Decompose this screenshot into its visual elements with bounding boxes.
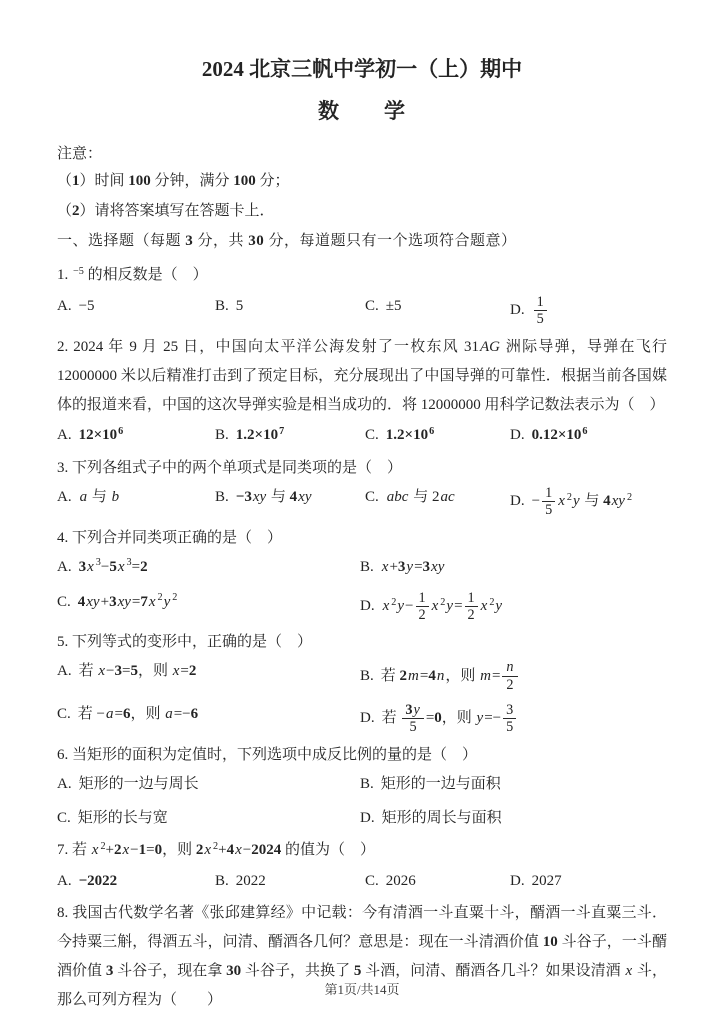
question-7 [57, 836, 667, 894]
option-5-a: A. 若 x−3=5，则 x=2 [57, 663, 197, 680]
exam-title: 2024 北京三帆中学初一（上）期中 [201, 57, 523, 81]
option-1-d: D. $\frac{1}{5}$ [510, 294, 667, 328]
question-4-options [57, 555, 667, 624]
question-5-stem: 5. 下列等式的变形中，正确的是（ ） [57, 634, 313, 651]
question-6-stem: 6. 当矩形的面积为定值时，下列选项中成反比例的量的是（ ） [57, 746, 478, 763]
question-8-stem: 8. 我国古代数学名著《张邱建算经》中记载：今有清酒一斗直粟十斗，醑酒一斗直粟三斗．今持粟三斛，得酒五斗，问清、醑酒各几何？意思是：现在一斗清酒价值 10 斗谷子，一斗醑酒价值 3 斗谷子，现在拿 30 斗谷子，共换了 5 斗酒，问清、醑酒各几斗？如果设清酒 x 斗，那么可列方程为（ ） [57, 904, 667, 1008]
option-5-b: B. 若 2m=4n，则 m= $\frac{n}{2}$ [360, 659, 667, 693]
option-4-a: A. 3x $^3$−5x $^3$=2 [57, 557, 148, 575]
option-3-a: A. a 与 b [57, 488, 120, 505]
question-1 [57, 261, 667, 328]
page-number: 第1页/共14页 [324, 982, 400, 997]
option-7-c: C. 2026 [365, 872, 416, 889]
question-1-options [57, 294, 667, 328]
question-4-stem: 4. 下列合并同类项正确的是（ ） [57, 529, 283, 546]
option-7-b: B. 2022 [215, 872, 266, 889]
option-3-d: D. − $\frac{1}{5}$ x $^2$y 与 4xy $^2$ [510, 484, 633, 519]
option-6-c: C. 矩形的长与宽 [57, 809, 168, 826]
notice-item-2: （2）请将答案填写在答题卡上． [57, 203, 275, 219]
option-7-a: A. −2022 [57, 872, 118, 889]
option-2-b: B. $1.2\times 10^7$ [215, 425, 285, 443]
option-7-d: D. 2027 [510, 872, 562, 889]
question-1-stem: 1. $^{-5}$ 的相反数是（ ） [57, 265, 208, 283]
question-3-options [57, 485, 667, 519]
question-7-options [57, 869, 667, 894]
exam-subject-title: 数 学 [318, 99, 406, 123]
option-6-a: A. 矩形的一边与周长 [57, 775, 199, 792]
option-5-c: C. 若 −a=6，则 a=−6 [57, 706, 199, 722]
option-6-d: D. 矩形的周长与面积 [360, 809, 502, 826]
notice-label: 注意： [57, 146, 103, 162]
option-4-d: D. x $^2$y− $\frac{1}{2}$ x $^2$y= $\frac{1}{2}$ x $^2$y [360, 589, 503, 623]
question-5 [57, 628, 667, 736]
option-6-b: B. 矩形的一边与面积 [360, 775, 501, 792]
section-heading-choice: 一、选择题（每题 3 分，共 30 分，每道题只有一个选项符合题意） [57, 233, 517, 249]
question-5-options [57, 659, 667, 736]
question-2 [57, 333, 667, 449]
question-4 [57, 524, 667, 624]
notice-item-1: （1）时间 100 分钟，满分 100 分； [57, 173, 290, 189]
option-2-d: D. $0.12\times 10^6$ [510, 425, 588, 443]
option-3-c: C. abc 与 2ac [365, 488, 455, 505]
option-5-d: D. 若 $\frac{3y}{5}$ =0，则 y=− $\frac{3}{5}$ [360, 702, 667, 736]
question-2-stem: 2. 2024 年 9 月 25 日，中国向太平洋公海发射了一枚东风 31AG 洲际导弹，导弹在飞行 12000000 米以后精准打击到了预定目标，充分展现出了中国导弹的可靠性．根据当前各国媒体的报道来看，中国的这次导弹实验是相当成功的．将 12000000 用科学记数法表示为（ ） [57, 338, 667, 413]
option-1-c: C. ±5 [365, 298, 402, 314]
option-1-b: B. 5 [215, 298, 244, 314]
option-3-b: B. −3xy 与 4xy [215, 488, 312, 505]
question-6 [57, 741, 667, 831]
option-4-b: B. x+3y=3xy [360, 558, 445, 575]
option-4-c: C. 4xy+3xy=7x $^2$y $^2$ [57, 592, 178, 610]
option-2-a: A. $12\times 10^6$ [57, 425, 124, 443]
option-2-c: C. $1.2\times 10^6$ [365, 425, 435, 443]
question-2-options [57, 423, 667, 449]
question-3 [57, 454, 667, 519]
option-1-a: A. −5 [57, 298, 95, 314]
question-6-options [57, 772, 667, 831]
question-3-stem: 3. 下列各组式子中的两个单项式是同类项的是（ ） [57, 459, 403, 476]
question-7-stem: 7. 若 x $^2$+2x−1=0，则 2x $^2$+4x−2024 的值为（ ） [57, 840, 376, 858]
